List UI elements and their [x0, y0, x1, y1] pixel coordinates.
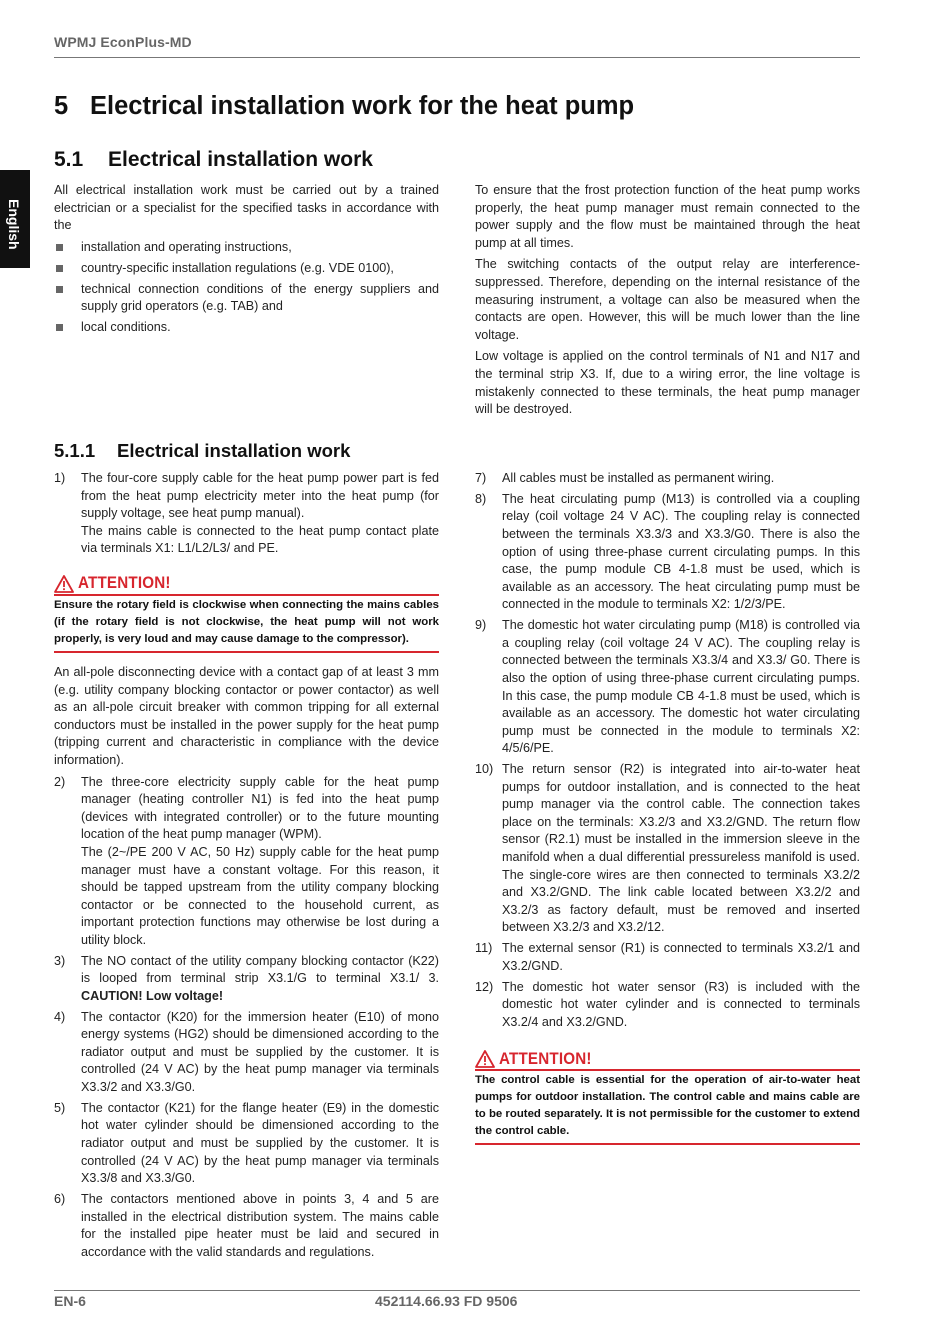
list-item	[54, 1009, 439, 1097]
list-item	[54, 774, 439, 950]
step-text-continued: The (2~/PE 200 V AC, 50 Hz) supply cable for the heat pump manager must have a constant voltage. For this reason, it should be tapped upstream from the utility company blocking contactor or be connected to the household current, as important protection functions may otherwise be lost during a utility block.	[81, 844, 439, 947]
steps-list-left	[54, 470, 439, 558]
attention-text: The control cable is essential for the operation of air-to-water heat pumps for outdoor installation. The control cable and mains cable are to be routed separately. It is not permissible for the customer to extend the control cable.	[475, 1071, 860, 1145]
subsection-title: Electrical installation work	[117, 440, 351, 461]
step-number: 7)	[475, 471, 487, 485]
caution-text: CAUTION! Low voltage!	[81, 988, 224, 1003]
step-text: All cables must be installed as permanent wiring.	[502, 471, 775, 485]
step-number: 3)	[54, 953, 66, 968]
step-text: The contactor (K21) for the flange heater (E9) in the domestic hot water cylinder should be dimensioned according to the radiator output and must be supplied by the customer. It is controlled (24 V AC) by the heat pump manager via terminals X3.3/8 and X3.3/G0.	[81, 1100, 439, 1186]
step-number: 2)	[54, 774, 66, 789]
bullet-square-icon	[56, 286, 63, 293]
step-number: 1)	[54, 471, 66, 485]
footer-rule	[54, 1290, 860, 1291]
page-number: EN-6	[54, 1293, 86, 1309]
step-text: The four-core supply cable for the heat pump power part is fed from the heat pump electricity meter into the heat pump (for supply voltage, see heat pump manual).	[81, 471, 439, 521]
section-intro	[54, 182, 439, 340]
steps-list-left-continued	[54, 774, 439, 1262]
warning-triangle-icon	[475, 1050, 495, 1068]
intro-lead: All electrical installation work must be carried out by a trained electrician or a specialist for the specified tasks in accordance with the	[54, 183, 439, 233]
step-number: 6)	[54, 1191, 66, 1206]
warning-triangle-icon	[54, 575, 74, 593]
attention-title: ATTENTION!	[499, 1049, 592, 1068]
subsection-number: 5.1.1	[54, 440, 96, 461]
step-text: The heat circulating pump (M13) is controlled via a coupling relay (coil voltage 24 V AC). The coupling relay is connected between the terminals X3.3/3 and X3.3/G0. There is also the option of using three-phase current circulating pumps. In this case, the pump module CB 4-1.8 must be used, which is available as an accessory. The heat circulating pump must be connected in the module to terminals X2: 1/2/3/PE.	[502, 491, 860, 612]
list-item: local conditions.	[54, 319, 439, 337]
page-header	[54, 34, 860, 58]
steps-list-right	[475, 470, 860, 1031]
section-heading	[54, 148, 373, 172]
step-text: The NO contact of the utility company blocking contactor (K22) is looped from terminal strip X3.1/G to terminal X3.1/ 3. CAUTION! Low voltage!	[81, 953, 439, 1003]
step-text: The three-core electricity supply cable for the heat pump manager (heating controller N1) is fed into the heat pump (devices with integrated controller) or to the future mounting location of the heat pump manager (WPM).	[81, 774, 439, 842]
step-text: The domestic hot water sensor (R3) is included with the domestic hot water cylinder and is connected to terminals X3.2/4 and X3.2/GND.	[502, 979, 860, 1029]
language-tab-label: English	[6, 199, 22, 250]
list-item	[475, 761, 860, 937]
step-text: The contactors mentioned above in points 3, 4 and 5 are installed in the electrical distribution system. The mains cable for the installed pipe heater must be laid and secured in accordance with the valid standards and regulations.	[81, 1191, 439, 1259]
list-item: country-specific installation regulations (e.g. VDE 0100),	[54, 260, 439, 278]
requirements-list	[54, 239, 439, 337]
list-item	[475, 491, 860, 614]
step-number: 5)	[54, 1100, 66, 1115]
step-number: 8)	[475, 491, 487, 506]
section-title: Electrical installation work	[108, 148, 373, 171]
section-number: 5.1	[54, 148, 84, 171]
chapter-number: 5	[54, 92, 69, 120]
disconnect-para: An all-pole disconnecting device with a contact gap of at least 3 mm (e.g. utility company blocking contactor or power contactor) as well as an all-pole circuit breaker with common tripping for all external conductors must be installed in the power supply for the heat pump (tripping current and characteristic in compliance with the device information).	[54, 664, 439, 767]
step-number: 10)	[475, 762, 494, 777]
step-number: 11)	[475, 941, 493, 956]
bullet-square-icon	[56, 324, 63, 331]
chapter-heading	[54, 92, 634, 121]
list-item	[475, 940, 860, 975]
low-voltage-para: Low voltage is applied on the control terminals of N1 and N17 and the terminal strip X3. If, due to a wiring error, the line voltage is mistakenly connected to these terminals, the heat pump manager will be destroyed.	[475, 349, 860, 417]
step-text: The domestic hot water circulating pump (M18) is controlled via a coupling relay (coil voltage 24 V AC). The coupling relay is connected between the terminals X3.3/4 and X3.3/ G0. There is also the option of using three-phase current circulating pumps. In this case, the pump module CB 4-1.8 must be used, which is available as an accessory. The domestic hot water circulating pump must be connected in the module to terminals X2: 4/5/6/PE.	[502, 618, 860, 756]
steps-right	[475, 470, 860, 1145]
step-text: The contactor (K20) for the immersion heater (E10) of mono energy systems (HG2) should be dimensioned according to the radiator output and must be supplied by the customer. It is controlled (24 V AC) by the heat pump manager via terminals X3.3/2 and X3.3/G0.	[81, 1009, 439, 1094]
bullet-square-icon	[56, 244, 63, 251]
list-item	[475, 470, 860, 488]
chapter-title: Electrical installation work for the heat pump	[90, 92, 635, 120]
attention-header	[475, 1049, 860, 1071]
relay-para: The switching contacts of the output relay are interference-suppressed. Therefore, depending on the internal resistance of the measuring instrument, a voltage can also be measured when the contacts are open. However, this will be much lower than the line voltage.	[475, 257, 860, 342]
frost-protection-para: To ensure that the frost protection function of the heat pump works properly, the heat pump manager must remain connected to the power supply and the flow must be maintained through the heat pump at all times.	[475, 183, 860, 250]
right-intro	[475, 182, 860, 423]
step-number: 9)	[475, 618, 487, 633]
list-item	[54, 1191, 439, 1261]
attention-box	[54, 572, 439, 653]
attention-header	[54, 574, 439, 596]
list-item	[475, 979, 860, 1032]
list-item: technical connection conditions of the energy suppliers and supply grid operators (e.g. TAB) and	[54, 281, 439, 316]
step-number: 4)	[54, 1009, 66, 1024]
list-item	[54, 953, 439, 1006]
step-text: The external sensor (R1) is connected to terminals X3.2/1 and X3.2/GND.	[502, 941, 860, 973]
list-item: installation and operating instructions,	[54, 239, 439, 257]
list-item	[54, 470, 439, 558]
step-number: 12)	[475, 979, 494, 994]
bullet-square-icon	[56, 265, 63, 272]
document-number: 452114.66.93 FD 9506	[375, 1293, 518, 1309]
step-text: The return sensor (R2) is integrated into air-to-water heat pumps for outdoor installation, and is connected to the heat pump manager via the control cable. The connection takes place on the terminals: X3.2/3 and X3.2/GND. The return flow sensor (R2.1) must be installed in the immersion sleeve in the manifold when a dual differential pressureless manifold is used. The single-core wires are then connected to terminals X3.2/2 and X3.2/GND. The link cable located between X3.2/2 and X3.2/3 as factory default, must be removed and inserted between X3.2/3 and X3.2/12.	[502, 762, 860, 935]
steps-left	[54, 470, 439, 1265]
attention-text: Ensure the rotary field is clockwise when connecting the mains cables (if the rotary field is not clockwise, the heat pump will not work properly, is very loud and may cause damage to the compressor).	[54, 596, 439, 653]
attention-title: ATTENTION!	[78, 574, 171, 593]
subsection-heading	[54, 440, 350, 462]
attention-box	[475, 1047, 860, 1145]
list-item	[475, 617, 860, 758]
language-tab	[0, 170, 30, 268]
step-text-continued: The mains cable is connected to the heat pump contact plate via terminals X1: L1/L2/L3/ and PE.	[81, 523, 439, 556]
header-title: WPMJ EconPlus-MD	[54, 34, 192, 50]
list-item	[54, 1100, 439, 1188]
